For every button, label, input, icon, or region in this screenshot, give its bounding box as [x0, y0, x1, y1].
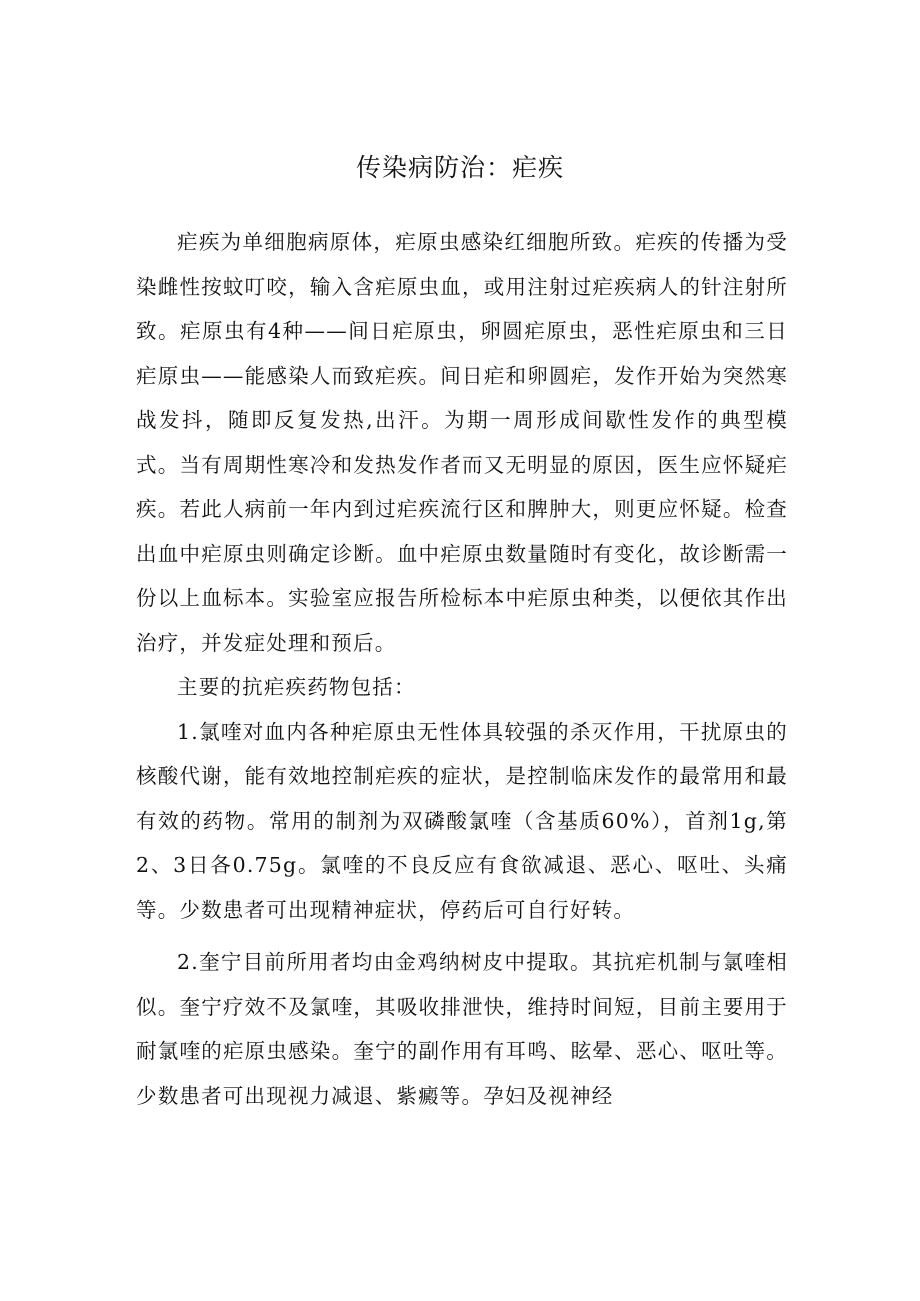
paragraph-intro: 疟疾为单细胞病原体，疟原虫感染红细胞所致。疟疾的传播为受染雌性按蚊叮咬，输入含疟原虫血，或用注射过疟疾病人的针注射所致。疟原虫有4种——间日疟原虫，卵圆疟原虫，恶性疟原虫和三日疟原虫——能感染人而致疟疾。间日疟和卵圆疟，发作开始为突然寒战发抖，随即反复发热,出汗。为期一周形成间歇性发作的典型模式。当有周期性寒冷和发热发作者而又无明显的原因，医生应怀疑疟疾。若此人病前一年内到过疟疾流行区和脾肿大，则更应怀疑。检查出血中疟原虫则确定诊断。血中疟原虫数量随时有变化，故诊断需一份以上血标本。实验室应报告所检标本中疟原虫种类，以便依其作出治疗，并发症处理和预后。	[136, 230, 788, 655]
document-body	[136, 220, 788, 1118]
paragraph-item-quinine: 2.奎宁目前所用者均由金鸡纳树皮中提取。其抗疟机制与氯喹相似。奎宁疗效不及氯喹，其吸收排泄快，维持时间短，目前主要用于耐氯喹的疟原虫感染。奎宁的副作用有耳鸣、眩晕、恶心、呕吐等。少数患者可出现视力减退、紫癜等。孕妇及视神经	[136, 950, 788, 1108]
document-title: 传染病防治：疟疾	[355, 153, 564, 182]
paragraph-item-chloroquine: 1.氯喹对血内各种疟原虫无性体具较强的杀灭作用，干扰原虫的核酸代谢，能有效地控制疟疾的症状，是控制临床发作的最常用和最有效的药物。常用的制剂为双磷酸氯喹（含基质60%），首剂1g,第2、3日各0.75g。氯喹的不良反应有食欲减退、恶心、呕吐、头痛等。少数患者可出现精神症状，停药后可自行好转。	[136, 719, 788, 922]
paragraph-drugs-heading: 主要的抗疟疾药物包括：	[177, 675, 416, 699]
